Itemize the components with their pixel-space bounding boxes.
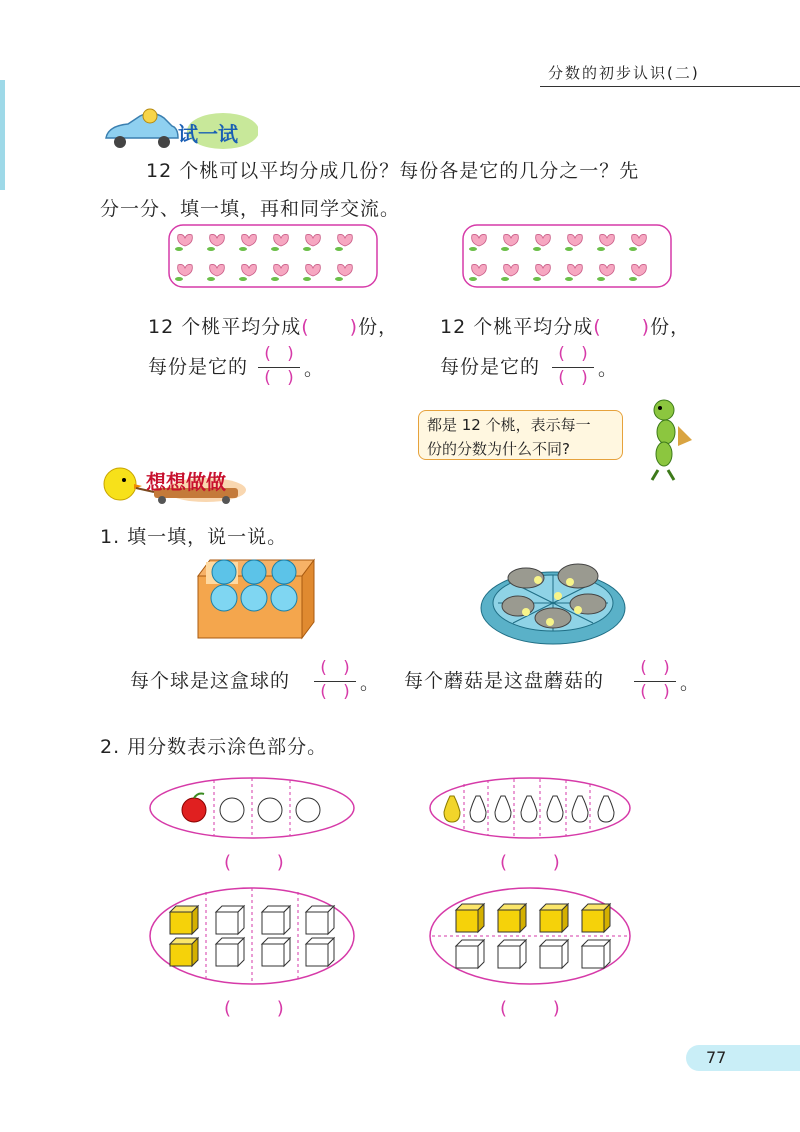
fraction-denominator: ( ): [558, 368, 588, 388]
speech-bubble: [418, 410, 623, 460]
apples-oval: [148, 776, 358, 840]
page-number-tab: [686, 1045, 800, 1071]
paren-open: (: [593, 316, 602, 338]
left-edge-bar: [0, 80, 5, 190]
cubes-oval-right: [428, 886, 634, 986]
fraction-numerator: ( ): [320, 658, 350, 678]
fraction-denominator: ( ): [264, 368, 294, 388]
question-line-1: 12 个桃可以平均分成几份？每份各是它的几分之一？先: [146, 160, 640, 182]
fraction-blank-mushroom[interactable]: [632, 660, 678, 704]
q1-right-text: 每个蘑菇是这盘蘑菇的: [404, 670, 605, 692]
peach-group-right: [462, 224, 674, 290]
ball-box-image: [196, 556, 318, 640]
header-rule: [540, 86, 800, 87]
left-fill-line-1: [148, 308, 398, 346]
answer-cubes-right[interactable]: ( ): [500, 998, 580, 1019]
fraction-denominator: ( ): [640, 682, 670, 702]
answer-pears[interactable]: ( ): [500, 852, 580, 873]
right-line2: 每份是它的: [440, 356, 541, 378]
paren-close: ): [349, 316, 359, 338]
section-title-try: 试一试: [178, 122, 238, 146]
q1-left-end: 。: [360, 672, 381, 694]
fraction-numerator: ( ): [558, 344, 588, 364]
caterpillar-icon: [638, 396, 698, 486]
right-fill-line-1: [440, 308, 690, 346]
page-number: 77: [706, 1048, 727, 1067]
pears-oval: [428, 776, 634, 840]
bubble-line-1: 都是 12 个桃，表示每一: [427, 416, 591, 434]
peach-group-left: [168, 224, 380, 290]
fraction-blank-left[interactable]: [256, 346, 302, 390]
left-end: 。: [304, 358, 325, 380]
answer-apples[interactable]: ( ): [224, 852, 304, 873]
cubes-oval-left: [148, 886, 358, 986]
question-1: 1. 填一填，说一说。: [100, 526, 288, 548]
right-line1-prefix: 12 个桃平均分成: [440, 316, 594, 338]
bubble-line-2: 份的分数为什么不同?: [427, 440, 570, 458]
paren-close: ): [641, 316, 651, 338]
fraction-blank-ball[interactable]: [312, 660, 358, 704]
question-2: 2. 用分数表示涂色部分。: [100, 736, 328, 758]
header-title: 分数的初步认识(二): [548, 64, 700, 82]
fraction-numerator: ( ): [264, 344, 294, 364]
right-line1-suffix: 份，: [650, 316, 691, 338]
q1-left-text: 每个球是这盒球的: [130, 670, 291, 692]
q1-right-end: 。: [680, 672, 701, 694]
fraction-numerator: ( ): [640, 658, 670, 678]
fraction-denominator: ( ): [320, 682, 350, 702]
left-line1-prefix: 12 个桃平均分成: [148, 316, 302, 338]
left-line2: 每份是它的: [148, 356, 249, 378]
answer-cubes-left[interactable]: ( ): [224, 998, 304, 1019]
right-end: 。: [598, 358, 619, 380]
left-line1-suffix: 份，: [358, 316, 399, 338]
question-line-2: 分一分、填一填，再和同学交流。: [100, 198, 401, 220]
paren-open: (: [301, 316, 310, 338]
fraction-blank-right[interactable]: [550, 346, 596, 390]
section-title-practice: 想想做做: [146, 470, 226, 494]
mushroom-plate-image: [478, 548, 628, 648]
